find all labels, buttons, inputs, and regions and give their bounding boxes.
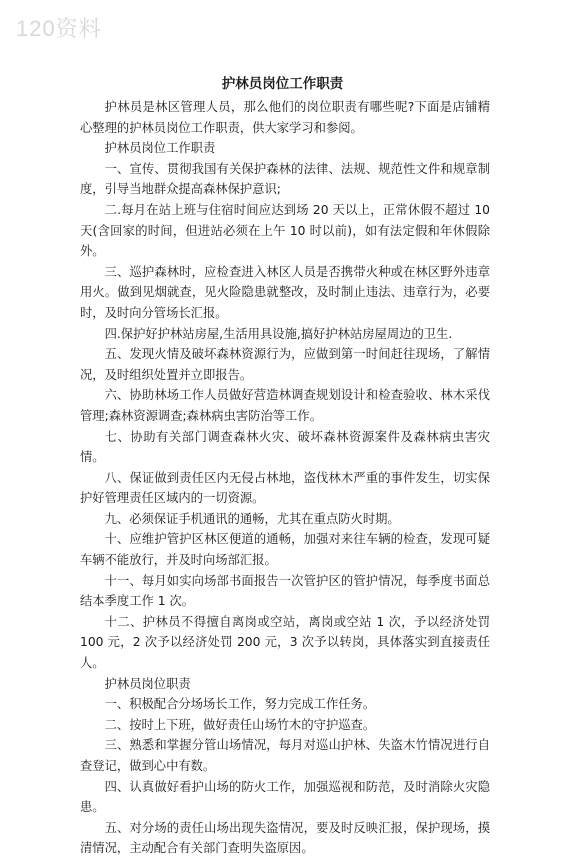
duty-item: 十二、护林员不得擅自离岗或空站，离岗或空站 1 次，予以经济处罚 100 元，2 次予以经济处罚 200 元，3 次予以转岗，具体落实到直接责任人。 <box>80 614 490 671</box>
section-heading: 护林员岗位工作职责 <box>104 141 216 156</box>
duty-item: 十、应维护管护区林区便道的通畅，加强对来往车辆的检查，发现可疑车辆不能放行，并及时向场部汇报。 <box>80 532 490 568</box>
duty-item: 三、巡护森林时，应检查进入林区人员是否携带火种或在林区野外违章用火。做到见烟就查，见火险隐患就整改，及时制止违法、违章行为，必要时，及时向分管场长汇报。 <box>80 264 490 320</box>
duty-item: 十一、每月如实向场部书面报告一次管护区的管护情况，每季度书面总结本季度工作 1 次。 <box>80 573 490 609</box>
duty-item: 五、发现火情及破坏森林资源行为，应做到第一时间赶往现场，了解情况，及时组织处置并立即报告。 <box>80 347 490 382</box>
section-heading: 护林员岗位职责 <box>104 676 191 691</box>
duty-item: 四、认真做好看护山场的防火工作，加强巡视和防范，及时消除火灾隐患。 <box>80 779 490 815</box>
watermark: 120资料 <box>16 16 102 41</box>
duty-item: 六、协助林场工作人员做好营造林调查规划设计和检查验收、林木采伐管理;森林资源调查;森林病虫害防治等工作。 <box>80 388 490 423</box>
duty-item: 二、按时上下班，做好责任山场竹木的守护巡查。 <box>104 717 376 732</box>
duty-item: 九、必须保证手机通讯的通畅，尤其在重点防火时期。 <box>104 511 400 526</box>
intro-paragraph: 护林员是林区管理人员，那么他们的岗位职责有哪些呢?下面是店铺精心整理的护林员岗位工作职责，供大家学习和参阅。 <box>80 100 490 135</box>
page-title: 护林员岗位工作职责 <box>221 76 344 92</box>
duty-item: 一、积极配合分场场长工作，努力完成工作任务。 <box>104 697 376 712</box>
duty-item: 一、宣传、贯彻我国有关保护森林的法律、法规、规范性文件和规章制度，引导当地群众提高森林保护意识; <box>80 161 490 197</box>
duty-item: 七、协助有关部门调查森林火灾、破坏森林资源案件及森林病虫害灾情。 <box>80 429 490 465</box>
duty-item: 五、对分场的责任山场出现失盗情况，要及时反映汇报，保护现场，摸清情况，主动配合有关部门查明失盗原因。 <box>80 820 490 856</box>
duty-item: 二.每月在站上班与住宿时间应达到场 20 天以上，正常休假不超过 10 天(含回家的时间，但进站必须在上午 10 时以前)，如有法定假和年休假除外。 <box>80 202 490 259</box>
duty-item: 八、保证做到责任区内无侵占林地，盗伐林木严重的事件发生，切实保护好管理责任区域内的一切资源。 <box>80 470 490 506</box>
document-body <box>80 97 490 859</box>
duty-item: 三、熟悉和掌握分管山场情况，每月对巡山护林、失盗木竹情况进行自查登记，做到心中有数。 <box>80 738 490 773</box>
duty-item: 四.保护好护林站房屋,生活用具设施,搞好护林站房屋周边的卫生. <box>104 326 453 341</box>
